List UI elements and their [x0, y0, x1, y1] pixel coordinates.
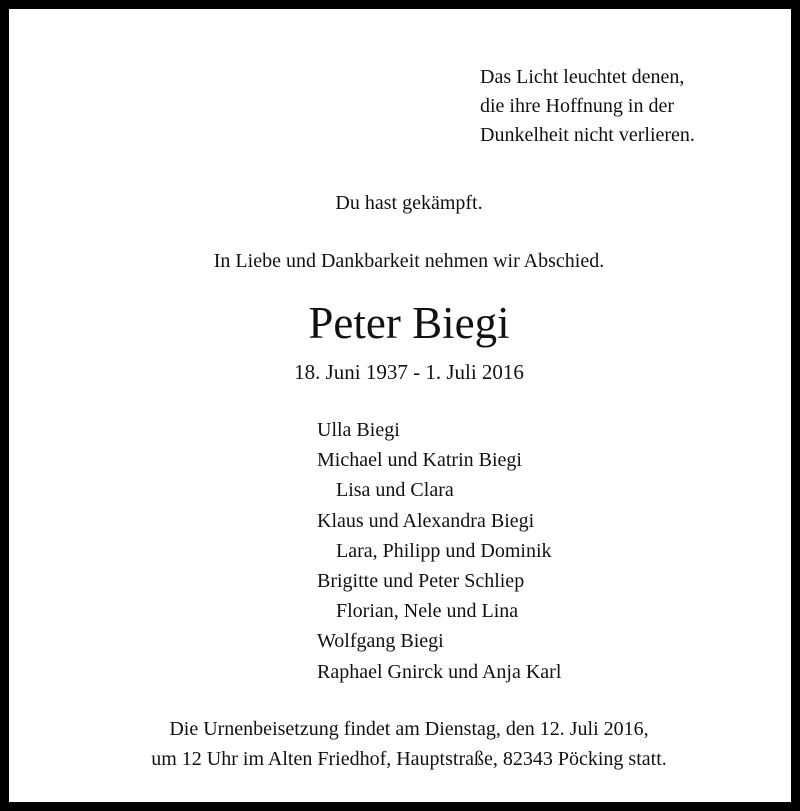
mourner-entry: Ulla Biegi	[317, 419, 400, 441]
mourner-entry: Michael und Katrin Biegi	[317, 449, 522, 472]
mourner-entry: Raphael Gnirck und Anja Karl	[317, 660, 562, 683]
mourner-entry-children: Florian, Nele und Lina	[336, 600, 519, 623]
quote-line: die ihre Hoffnung in der	[480, 95, 675, 117]
mourner-entry-children: Lisa und Clara	[336, 479, 454, 502]
funeral-notice	[9, 714, 800, 774]
mourner-entry: Brigitte und Peter Schliep	[317, 570, 525, 593]
funeral-notice-line: Die Urnenbeisetzung findet am Dienstag, den 12. Juli 2016,	[169, 718, 649, 740]
quote-block	[480, 63, 695, 150]
life-dates: 18. Juni 1937 - 1. Juli 2016	[294, 360, 524, 384]
deceased-name: Peter Biegi	[308, 298, 510, 348]
funeral-notice-line: um 12 Uhr im Alten Friedhof, Hauptstraße, 82343 Pöcking statt.	[151, 748, 667, 770]
quote-line: Dunkelheit nicht verlieren.	[480, 124, 695, 146]
quote-line: Das Licht leuchtet denen,	[480, 66, 685, 88]
mourner-entry: Klaus und Alexandra Biegi	[317, 509, 535, 532]
farewell-text: In Liebe und Dankbarkeit nehmen wir Abschied.	[213, 250, 605, 272]
mourners-list	[317, 415, 561, 687]
mourner-entry: Wolfgang Biegi	[317, 630, 444, 653]
mourner-entry-children: Lara, Philipp und Dominik	[336, 539, 552, 562]
intro-text: Du hast gekämpft.	[335, 192, 483, 214]
